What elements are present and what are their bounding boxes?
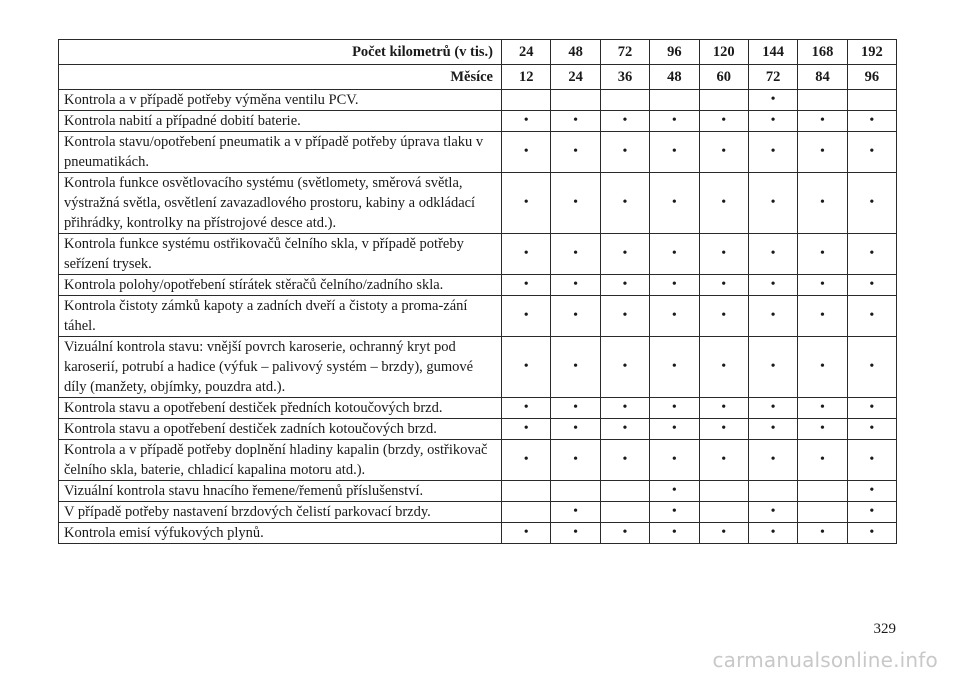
interval-mark: • (748, 173, 797, 234)
km-value: 168 (798, 40, 847, 65)
interval-mark: • (748, 523, 797, 544)
interval-mark: • (551, 523, 600, 544)
table-row (59, 275, 897, 296)
interval-mark: • (798, 132, 847, 173)
interval-mark: • (650, 523, 699, 544)
interval-mark: • (847, 523, 896, 544)
interval-mark: • (551, 275, 600, 296)
month-value: 36 (600, 65, 649, 90)
interval-mark: • (699, 132, 748, 173)
task-description: V případě potřeby nastavení brzdových čelistí parkovací brzdy. (59, 502, 502, 523)
table-row (59, 111, 897, 132)
interval-mark: • (699, 173, 748, 234)
task-description: Kontrola stavu a opotřebení destiček předních kotoučových brzd. (59, 398, 502, 419)
interval-mark: • (600, 440, 649, 481)
interval-mark: • (650, 502, 699, 523)
interval-mark: • (600, 132, 649, 173)
interval-mark: • (748, 419, 797, 440)
months-header-label: Měsíce (59, 65, 502, 90)
interval-mark: • (699, 275, 748, 296)
interval-mark: • (650, 132, 699, 173)
interval-mark: • (847, 398, 896, 419)
month-value: 84 (798, 65, 847, 90)
km-value: 24 (502, 40, 551, 65)
interval-mark: • (650, 234, 699, 275)
interval-mark: • (847, 502, 896, 523)
interval-mark (600, 481, 649, 502)
interval-mark: • (600, 398, 649, 419)
table-row (59, 173, 897, 234)
interval-mark: • (798, 337, 847, 398)
interval-mark: • (748, 275, 797, 296)
interval-mark: • (798, 111, 847, 132)
interval-mark: • (600, 523, 649, 544)
interval-mark: • (551, 440, 600, 481)
task-description: Kontrola nabití a případné dobití baterie. (59, 111, 502, 132)
interval-mark (798, 481, 847, 502)
interval-mark: • (650, 296, 699, 337)
task-description: Vizuální kontrola stavu: vnější povrch karoserie, ochranný kryt pod karoserií, potrubí a hadice (výfuk – palivový systém – brzdy), gumové díly (manžety, objímky, pouzdra atd.). (59, 337, 502, 398)
table-row (59, 337, 897, 398)
interval-mark: • (551, 502, 600, 523)
interval-mark: • (699, 523, 748, 544)
table-row (59, 132, 897, 173)
interval-mark: • (748, 111, 797, 132)
interval-mark: • (699, 337, 748, 398)
km-value: 96 (650, 40, 699, 65)
interval-mark: • (502, 419, 551, 440)
task-description: Kontrola stavu/opotřebení pneumatik a v případě potřeby úprava tlaku v pneumatikách. (59, 132, 502, 173)
interval-mark: • (502, 111, 551, 132)
km-value: 192 (847, 40, 896, 65)
interval-mark: • (650, 398, 699, 419)
month-value: 72 (748, 65, 797, 90)
interval-mark: • (798, 419, 847, 440)
interval-mark: • (748, 337, 797, 398)
interval-mark: • (650, 440, 699, 481)
interval-mark (650, 90, 699, 111)
interval-mark (798, 90, 847, 111)
interval-mark: • (699, 234, 748, 275)
task-description: Vizuální kontrola stavu hnacího řemene/řemenů příslušenství. (59, 481, 502, 502)
task-description: Kontrola funkce systému ostřikovačů čelního skla, v případě potřeby seřízení trysek. (59, 234, 502, 275)
interval-mark: • (650, 173, 699, 234)
interval-mark: • (748, 132, 797, 173)
interval-mark: • (699, 296, 748, 337)
interval-mark (699, 502, 748, 523)
interval-mark: • (650, 275, 699, 296)
interval-mark: • (699, 111, 748, 132)
interval-mark (699, 90, 748, 111)
interval-mark: • (798, 296, 847, 337)
task-description: Kontrola a v případě potřeby doplnění hladiny kapalin (brzdy, ostřikovač čelního skla, baterie, chladicí kapalina motoru atd.). (59, 440, 502, 481)
interval-mark: • (847, 337, 896, 398)
km-value: 120 (699, 40, 748, 65)
km-value: 48 (551, 40, 600, 65)
table-row (59, 523, 897, 544)
interval-mark (600, 90, 649, 111)
interval-mark (502, 90, 551, 111)
interval-mark: • (551, 398, 600, 419)
interval-mark: • (847, 481, 896, 502)
interval-mark: • (650, 337, 699, 398)
month-value: 12 (502, 65, 551, 90)
interval-mark: • (847, 234, 896, 275)
interval-mark: • (600, 234, 649, 275)
interval-mark: • (551, 419, 600, 440)
interval-mark: • (847, 440, 896, 481)
interval-mark: • (650, 481, 699, 502)
interval-mark: • (502, 296, 551, 337)
interval-mark: • (551, 111, 600, 132)
interval-mark: • (600, 337, 649, 398)
interval-mark: • (847, 419, 896, 440)
interval-mark: • (798, 275, 847, 296)
interval-mark: • (798, 440, 847, 481)
interval-mark: • (650, 111, 699, 132)
interval-mark (748, 481, 797, 502)
interval-mark (798, 502, 847, 523)
interval-mark (699, 481, 748, 502)
interval-mark: • (699, 440, 748, 481)
interval-mark: • (798, 234, 847, 275)
schedule-body (59, 90, 897, 544)
interval-mark (502, 502, 551, 523)
month-value: 96 (847, 65, 896, 90)
table-row (59, 419, 897, 440)
table-row (59, 481, 897, 502)
interval-mark (847, 90, 896, 111)
km-header-label: Počet kilometrů (v tis.) (59, 40, 502, 65)
interval-mark (551, 481, 600, 502)
interval-mark: • (699, 398, 748, 419)
interval-mark: • (502, 173, 551, 234)
interval-mark: • (847, 275, 896, 296)
interval-mark: • (847, 132, 896, 173)
task-description: Kontrola a v případě potřeby výměna ventilu PCV. (59, 90, 502, 111)
interval-mark: • (847, 296, 896, 337)
interval-mark: • (847, 173, 896, 234)
interval-mark: • (502, 234, 551, 275)
interval-mark: • (551, 337, 600, 398)
interval-mark: • (847, 111, 896, 132)
page-number: 329 (873, 621, 896, 637)
interval-mark: • (748, 398, 797, 419)
interval-mark: • (748, 502, 797, 523)
interval-mark: • (502, 523, 551, 544)
interval-mark: • (600, 419, 649, 440)
interval-mark: • (798, 523, 847, 544)
interval-mark: • (748, 90, 797, 111)
interval-mark: • (551, 234, 600, 275)
table-row (59, 398, 897, 419)
interval-mark: • (551, 173, 600, 234)
interval-mark: • (502, 132, 551, 173)
maintenance-schedule-table (58, 39, 897, 544)
interval-mark: • (748, 234, 797, 275)
interval-mark: • (600, 111, 649, 132)
interval-mark: • (699, 419, 748, 440)
interval-mark: • (650, 419, 699, 440)
table-row (59, 440, 897, 481)
month-value: 60 (699, 65, 748, 90)
table-row (59, 296, 897, 337)
interval-mark: • (502, 398, 551, 419)
interval-mark: • (600, 173, 649, 234)
watermark: carmanualsonline.info (712, 648, 938, 672)
interval-mark: • (798, 398, 847, 419)
interval-mark: • (551, 296, 600, 337)
interval-mark: • (502, 440, 551, 481)
task-description: Kontrola emisí výfukových plynů. (59, 523, 502, 544)
interval-mark: • (748, 296, 797, 337)
interval-mark: • (600, 275, 649, 296)
task-description: Kontrola funkce osvětlovacího systému (světlomety, směrová světla, výstražná světla, osvětlení zavazadlového prostoru, kabiny a odkládací přihrádky, kontrolky na přístrojové desce atd.). (59, 173, 502, 234)
month-value: 24 (551, 65, 600, 90)
km-value: 144 (748, 40, 797, 65)
task-description: Kontrola čistoty zámků kapoty a zadních dveří a čistoty a proma-zání táhel. (59, 296, 502, 337)
interval-mark (600, 502, 649, 523)
interval-mark: • (798, 173, 847, 234)
km-header-row (59, 40, 897, 65)
interval-mark: • (748, 440, 797, 481)
interval-mark (502, 481, 551, 502)
table-row (59, 234, 897, 275)
interval-mark: • (600, 296, 649, 337)
task-description: Kontrola stavu a opotřebení destiček zadních kotoučových brzd. (59, 419, 502, 440)
km-value: 72 (600, 40, 649, 65)
table-row (59, 502, 897, 523)
months-header-row (59, 65, 897, 90)
task-description: Kontrola polohy/opotřebení stírátek stěračů čelního/zadního skla. (59, 275, 502, 296)
interval-mark (551, 90, 600, 111)
table-row (59, 90, 897, 111)
interval-mark: • (502, 337, 551, 398)
month-value: 48 (650, 65, 699, 90)
interval-mark: • (551, 132, 600, 173)
interval-mark: • (502, 275, 551, 296)
